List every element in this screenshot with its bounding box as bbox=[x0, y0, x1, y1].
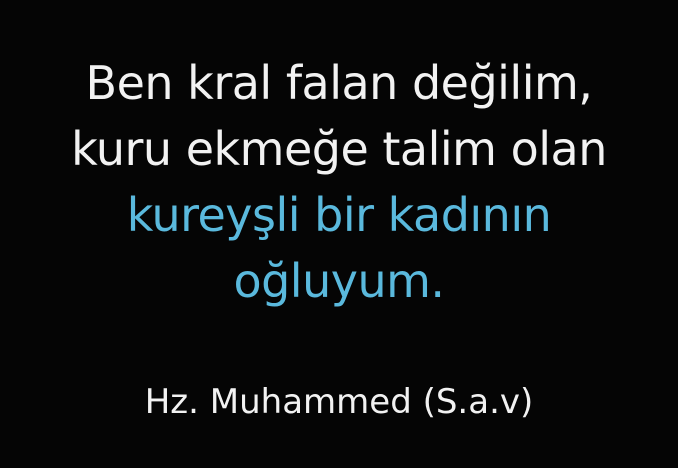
quote-line-3: kureyşli bir kadının bbox=[126, 188, 552, 242]
quote-line-2: kuru ekmeğe talim olan bbox=[71, 122, 607, 176]
quote-attribution: Hz. Muhammed (S.a.v) bbox=[144, 382, 534, 422]
quote-line-4: oğluyum. bbox=[233, 254, 445, 308]
quote-line-1: Ben kral falan değilim, bbox=[85, 56, 593, 110]
quote-text bbox=[0, 50, 678, 314]
